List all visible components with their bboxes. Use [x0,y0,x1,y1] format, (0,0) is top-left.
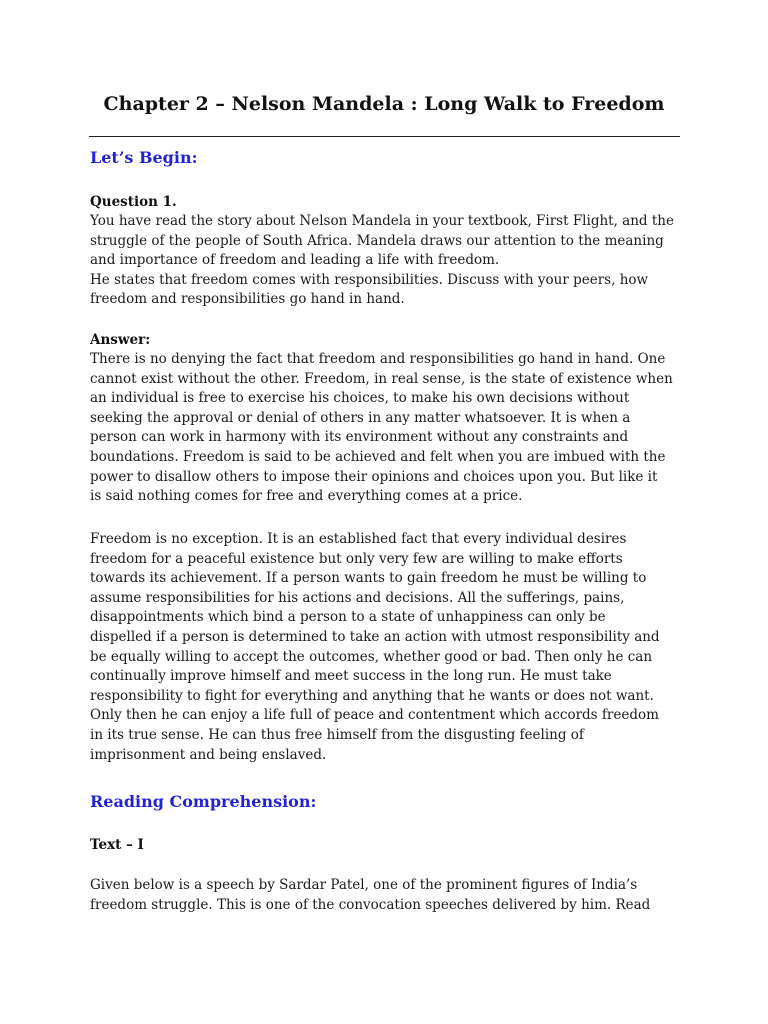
question-line: and importance of freedom and leading a life with freedom. [90,252,500,269]
intro-line: Given below is a speech by Sardar Patel, one of the prominent figures of India’s [90,877,638,893]
section-heading-reading-comprehension: Reading Comprehension: [90,792,317,811]
answer-line: an individual is free to exercise his choices, to make his own decisions without [90,390,630,407]
answer-line: responsibility to fight for everything and anything that he wants or does not want. [90,687,654,704]
answer-line: cannot exist without the other. Freedom, in real sense, is the state of existence when [90,370,673,387]
text-label: Text – I [90,837,144,853]
section-heading-lets-begin: Let’s Begin: [90,148,198,167]
answer-line: assume responsibilities for his actions and decisions. All the sufferings, pains, [90,589,625,606]
answer-line: disappointments which bind a person to a state of unhappiness can only be [90,609,606,626]
answer-line: power to disallow others to impose their opinions and choices upon you. But like it [90,468,658,485]
answer-line: boundations. Freedom is said to be achieved and felt when you are imbued with the [90,448,666,465]
answer-line: towards its achievement. If a person wants to gain freedom he must be willing to [90,570,647,587]
answer-line: is said nothing comes for free and everything comes at a price. [90,488,523,505]
question-line: He states that freedom comes with responsibilities. Discuss with your peers, how [90,271,649,288]
answer-line: Freedom is no exception. It is an established fact that every individual desires [90,531,627,547]
question-line: struggle of the people of South Africa. Mandela draws our attention to the meaning [90,232,664,249]
question-line: You have read the story about Nelson Mandela in your textbook, First Flight, and the [90,213,674,229]
answer-line: in its true sense. He can thus free himself from the disgusting feeling of [90,726,584,743]
answer-line: dispelled if a person is determined to take an action with utmost responsibility and [90,628,660,645]
question-label: Question 1. [90,194,177,210]
answer-label: Answer: [90,332,151,348]
question-line: freedom and responsibilities go hand in hand. [90,291,405,308]
answer-line: person can work in harmony with its environment without any constraints and [90,429,629,446]
reading-intro [90,876,690,915]
answer-line: There is no denying the fact that freedom and responsibilities go hand in hand. One [90,351,666,367]
answer-line: Only then he can enjoy a life full of peace and contentment which accords freedom [90,707,659,724]
answer-line: freedom for a peaceful existence but only very few are willing to make efforts [90,550,623,567]
answer-line: be equally willing to accept the outcomes, whether good or bad. Then only he can [90,648,653,665]
answer-paragraph-2 [90,530,690,765]
intro-line: freedom struggle. This is one of the convocation speeches delivered by him. Read [90,896,651,913]
page-title: Chapter 2 – Nelson Mandela : Long Walk to Freedom [103,93,665,115]
answer-line: continually improve himself and meet success in the long run. He must take [90,668,612,685]
answer-line: seeking the approval or denial of others in any matter whatsoever. It is when a [90,409,631,426]
answer-paragraph-1 [90,350,690,507]
title-divider [89,136,680,137]
answer-line: imprisonment and being enslaved. [90,746,327,763]
question-text [90,212,690,310]
